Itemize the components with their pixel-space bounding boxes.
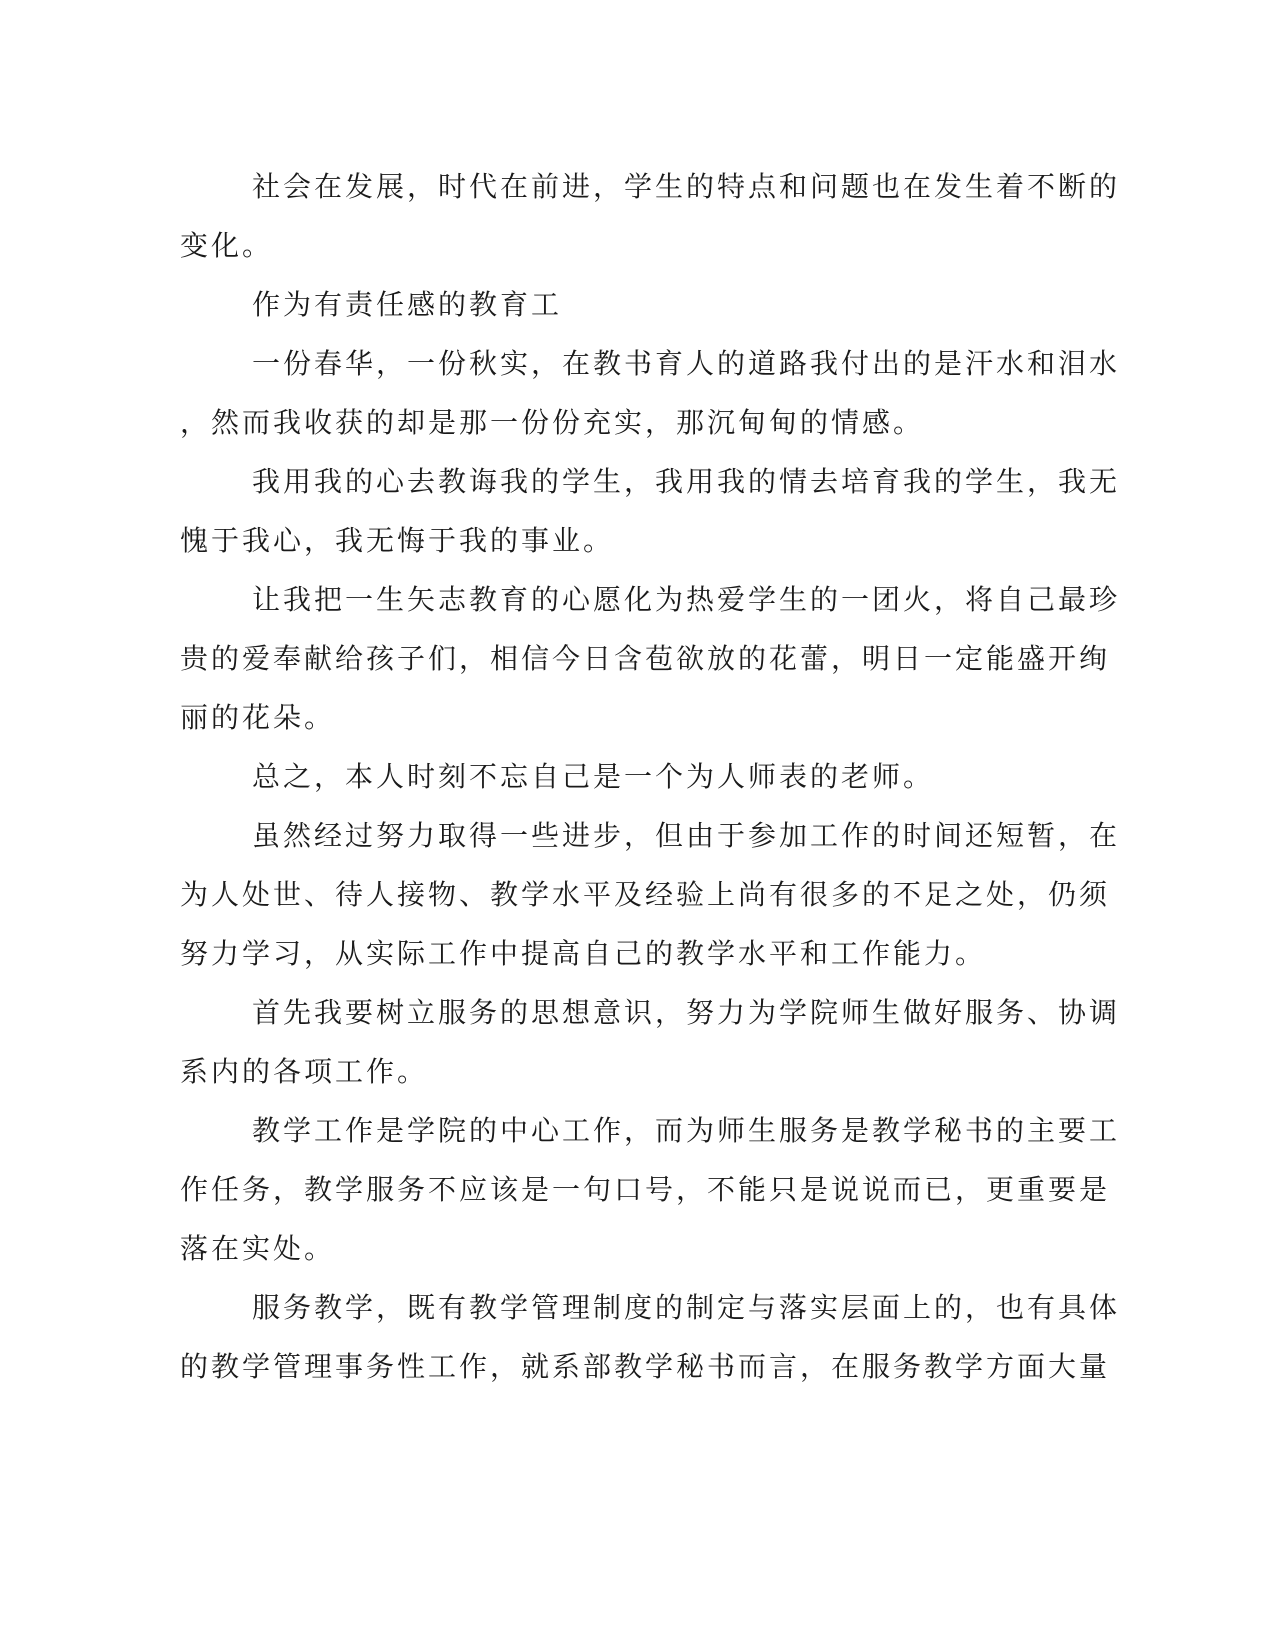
paragraph-line: 作为有责任感的教育工 <box>252 288 563 321</box>
paragraph-line: 让我把一生矢志教育的心愿化为热爱学生的一团火，将自己最珍 <box>252 583 1121 616</box>
paragraph-8 <box>180 983 1121 1101</box>
paragraph-2 <box>180 275 1050 334</box>
paragraph-line: 教学工作是学院的中心工作，而为师生服务是教学秘书的主要工 <box>252 1114 1121 1147</box>
paragraph-7 <box>180 806 1121 983</box>
paragraph-10 <box>180 1278 1121 1396</box>
paragraph-1 <box>180 157 1121 275</box>
paragraph-line: 为人处世、待人接物、教学水平及经验上尚有很多的不足之处，仍须 <box>180 878 1111 911</box>
paragraph-line: 服务教学，既有教学管理制度的制定与落实层面上的，也有具体 <box>252 1291 1121 1324</box>
paragraph-line: 作任务，教学服务不应该是一句口号，不能只是说说而已，更重要是 <box>180 1173 1111 1206</box>
paragraph-line: 变化。 <box>180 229 274 262</box>
paragraph-4 <box>180 452 1121 570</box>
paragraph-line: 的教学管理事务性工作，就系部教学秘书而言，在服务教学方面大量 <box>180 1350 1111 1383</box>
paragraph-6 <box>180 747 1050 806</box>
paragraph-line: 努力学习，从实际工作中提高自己的教学水平和工作能力。 <box>180 937 987 970</box>
paragraph-line: 系内的各项工作。 <box>180 1055 429 1088</box>
paragraph-5 <box>180 570 1121 747</box>
paragraph-line: 总之，本人时刻不忘自己是一个为人师表的老师。 <box>252 760 935 793</box>
paragraph-line: 我用我的心去教诲我的学生，我用我的情去培育我的学生，我无 <box>252 465 1121 498</box>
paragraph-line: ，然而我收获的却是那一份份充实，那沉甸甸的情感。 <box>180 406 925 439</box>
document-body <box>180 157 1121 1396</box>
paragraph-3 <box>180 334 1121 452</box>
paragraph-line: 愧于我心，我无悔于我的事业。 <box>180 524 615 557</box>
paragraph-line: 落在实处。 <box>180 1232 336 1265</box>
paragraph-line: 虽然经过努力取得一些进步，但由于参加工作的时间还短暂，在 <box>252 819 1121 852</box>
paragraph-line: 一份春华，一份秋实，在教书育人的道路我付出的是汗水和泪水 <box>252 347 1121 380</box>
paragraph-line: 丽的花朵。 <box>180 701 336 734</box>
paragraph-line: 社会在发展，时代在前进，学生的特点和问题也在发生着不断的 <box>252 170 1121 203</box>
paragraph-9 <box>180 1101 1121 1278</box>
paragraph-line: 首先我要树立服务的思想意识，努力为学院师生做好服务、协调 <box>252 996 1121 1029</box>
paragraph-line: 贵的爱奉献给孩子们，相信今日含苞欲放的花蕾，明日一定能盛开绚 <box>180 642 1111 675</box>
